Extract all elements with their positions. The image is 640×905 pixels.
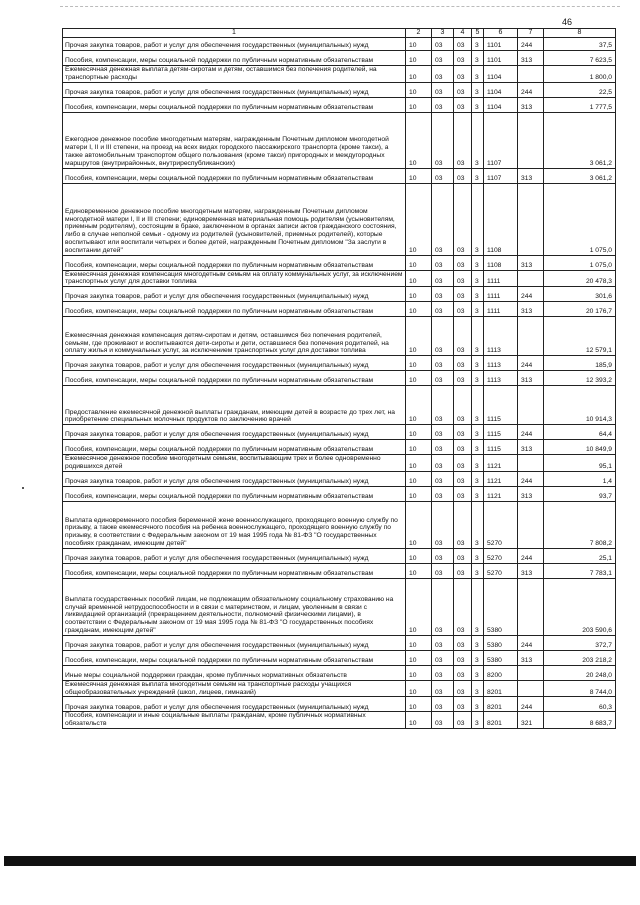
row-code-cell-c4: 03: [454, 455, 472, 472]
row-name-cell: Прочая закупка товаров, работ и услуг для обеспечения государственных (муниципальных) нужд: [63, 425, 406, 440]
row-code-cell-c4: 03: [454, 82, 472, 97]
row-name-cell: Пособия, компенсации, меры социальной поддержки по публичным нормативным обязательствам: [63, 440, 406, 455]
row-code-cell-c3: 03: [432, 270, 454, 287]
row-code-cell-c6: 5270: [484, 501, 518, 548]
row-name-cell: Ежегодное денежное пособие многодетным матерям, награжденным Почетным дипломом многодетной матери I, II и III степени, на проезд на всех видах городского пассажирского транспорта (кроме такси), а также автомобильным транспортом общего пользования (кроме такси) пригородных и междугородных маршрутов (внутрирайонных, внутриреспубликанских): [63, 112, 406, 168]
row-code-cell-c3: 03: [432, 255, 454, 270]
budget-table: [62, 28, 616, 729]
row-code-cell-c5: 3: [472, 665, 484, 680]
row-code-cell-c6: 1113: [484, 356, 518, 371]
row-code-cell-c8: 20 248,0: [544, 665, 616, 680]
row-code-cell-c2: 10: [406, 578, 432, 635]
row-code-cell-c5: 3: [472, 112, 484, 168]
table-row: [63, 287, 616, 302]
row-code-cell-c7: 244: [518, 548, 544, 563]
row-code-cell-c2: 10: [406, 455, 432, 472]
row-code-cell-c5: 3: [472, 697, 484, 712]
row-code-cell-c3: 03: [432, 548, 454, 563]
row-code-cell-c8: 3 061,2: [544, 168, 616, 183]
row-name-cell: Иные меры социальной поддержки граждан, кроме публичных нормативных обязательств: [63, 665, 406, 680]
row-code-cell-c6: 1115: [484, 440, 518, 455]
row-code-cell-c6: 5380: [484, 635, 518, 650]
row-name-cell: Пособия, компенсации, меры социальной поддержки по публичным нормативным обязательствам: [63, 51, 406, 66]
row-code-cell-c5: 3: [472, 650, 484, 665]
row-code-cell-c4: 03: [454, 635, 472, 650]
table-row: [63, 82, 616, 97]
row-code-cell-c8: 185,9: [544, 356, 616, 371]
row-code-cell-c3: 03: [432, 317, 454, 356]
row-code-cell-c5: 3: [472, 270, 484, 287]
row-code-cell-c4: 03: [454, 287, 472, 302]
table-row: [63, 455, 616, 472]
row-code-cell-c5: 3: [472, 486, 484, 501]
row-name-cell: Пособия, компенсации, меры социальной поддержки по публичным нормативным обязательствам: [63, 97, 406, 112]
table-row: [63, 712, 616, 729]
row-code-cell-c2: 10: [406, 255, 432, 270]
row-code-cell-c2: 10: [406, 112, 432, 168]
row-code-cell-c2: 10: [406, 51, 432, 66]
row-code-cell-c3: 03: [432, 440, 454, 455]
row-code-cell-c7: [518, 578, 544, 635]
row-code-cell-c4: 03: [454, 563, 472, 578]
row-code-cell-c6: 1113: [484, 371, 518, 386]
row-name-cell: Прочая закупка товаров, работ и услуг для обеспечения государственных (муниципальных) нужд: [63, 356, 406, 371]
row-name-cell: Пособия, компенсации, меры социальной поддержки по публичным нормативным обязательствам: [63, 486, 406, 501]
row-code-cell-c4: 03: [454, 386, 472, 425]
row-code-cell-c2: 10: [406, 440, 432, 455]
row-code-cell-c3: 03: [432, 665, 454, 680]
row-code-cell-c2: 10: [406, 665, 432, 680]
row-code-cell-c2: 10: [406, 97, 432, 112]
row-code-cell-c2: 10: [406, 471, 432, 486]
header-cell: 6: [484, 29, 518, 38]
row-code-cell-c7: [518, 317, 544, 356]
row-name-cell: Пособия, компенсации, меры социальной поддержки по публичным нормативным обязательствам: [63, 302, 406, 317]
row-code-cell-c7: 313: [518, 371, 544, 386]
row-code-cell-c6: 1104: [484, 82, 518, 97]
row-code-cell-c2: 10: [406, 563, 432, 578]
row-code-cell-c8: 7 783,1: [544, 563, 616, 578]
row-code-cell-c8: 20 176,7: [544, 302, 616, 317]
row-code-cell-c5: 3: [472, 425, 484, 440]
row-code-cell-c8: 3 061,2: [544, 112, 616, 168]
row-code-cell-c2: 10: [406, 66, 432, 83]
row-code-cell-c4: 03: [454, 317, 472, 356]
row-code-cell-c5: 3: [472, 563, 484, 578]
table-row: [63, 168, 616, 183]
row-name-cell: Прочая закупка товаров, работ и услуг для обеспечения государственных (муниципальных) нужд: [63, 471, 406, 486]
row-code-cell-c6: 1111: [484, 302, 518, 317]
row-code-cell-c4: 03: [454, 270, 472, 287]
row-code-cell-c3: 03: [432, 501, 454, 548]
row-code-cell-c7: 244: [518, 697, 544, 712]
row-code-cell-c7: 244: [518, 287, 544, 302]
table-row: [63, 501, 616, 548]
row-code-cell-c5: 3: [472, 712, 484, 729]
row-code-cell-c8: 93,7: [544, 486, 616, 501]
row-code-cell-c3: 03: [432, 635, 454, 650]
table-row: [63, 680, 616, 697]
row-code-cell-c6: 1108: [484, 255, 518, 270]
row-code-cell-c4: 03: [454, 38, 472, 51]
table-row: [63, 386, 616, 425]
row-code-cell-c5: 3: [472, 455, 484, 472]
table-row: [63, 302, 616, 317]
row-code-cell-c8: 12 393,2: [544, 371, 616, 386]
row-code-cell-c5: 3: [472, 635, 484, 650]
row-code-cell-c3: 03: [432, 287, 454, 302]
row-code-cell-c3: 03: [432, 486, 454, 501]
page-number: 46: [562, 17, 573, 27]
row-code-cell-c3: 03: [432, 650, 454, 665]
table-header-row: [63, 29, 616, 38]
row-code-cell-c4: 03: [454, 112, 472, 168]
table-row: [63, 38, 616, 51]
table-row: [63, 665, 616, 680]
row-name-cell: Выплата единовременного пособия беременной жене военнослужащего, проходящего военную службу по призыву, а также ежемесячного пособия на ребенка военнослужащего, проходящего военную службу по призыву, в соответствии с Федеральным законом от 19 мая 1995 года № 81-ФЗ "О государственных пособиях гражданам, имеющим детей": [63, 501, 406, 548]
row-code-cell-c2: 10: [406, 317, 432, 356]
row-code-cell-c6: 1111: [484, 270, 518, 287]
row-code-cell-c8: 301,6: [544, 287, 616, 302]
row-code-cell-c3: 03: [432, 712, 454, 729]
row-code-cell-c7: [518, 455, 544, 472]
row-code-cell-c3: 03: [432, 112, 454, 168]
row-code-cell-c6: 1121: [484, 486, 518, 501]
row-name-cell: Пособия, компенсации и иные социальные выплаты гражданам, кроме публичных нормативных обязательств: [63, 712, 406, 729]
row-code-cell-c8: 22,5: [544, 82, 616, 97]
row-code-cell-c8: 64,4: [544, 425, 616, 440]
table-body: [63, 38, 616, 729]
row-name-cell: Ежемесячная денежная выплата детям-сиротам и детям, оставшимся без попечения родителей, на транспортные расходы: [63, 66, 406, 83]
row-name-cell: Прочая закупка товаров, работ и услуг для обеспечения государственных (муниципальных) нужд: [63, 287, 406, 302]
row-code-cell-c8: 10 849,9: [544, 440, 616, 455]
row-name-cell: Выплата государственных пособий лицам, не подлежащим обязательному социальному страхованию на случай временной нетрудоспособности и в связи с материнством, и лицам, уволенным в связи с ликвидацией организаций (прекращением деятельности, полномочий физическими лицами), в соответствии с Федеральным законом от 19 мая 1995 года № 81-ФЗ "О государственных пособиях гражданам, имеющим детей": [63, 578, 406, 635]
row-code-cell-c7: 313: [518, 302, 544, 317]
row-code-cell-c2: 10: [406, 697, 432, 712]
table-row: [63, 697, 616, 712]
row-code-cell-c2: 10: [406, 425, 432, 440]
row-code-cell-c8: 7 808,2: [544, 501, 616, 548]
scan-bottom-bar: [4, 856, 636, 866]
row-code-cell-c4: 03: [454, 66, 472, 83]
row-code-cell-c7: [518, 112, 544, 168]
row-name-cell: Пособия, компенсации, меры социальной поддержки по публичным нормативным обязательствам: [63, 168, 406, 183]
row-code-cell-c2: 10: [406, 712, 432, 729]
table-row: [63, 578, 616, 635]
row-code-cell-c3: 03: [432, 302, 454, 317]
row-code-cell-c3: 03: [432, 386, 454, 425]
row-code-cell-c4: 03: [454, 168, 472, 183]
row-code-cell-c5: 3: [472, 255, 484, 270]
row-code-cell-c4: 03: [454, 51, 472, 66]
row-code-cell-c8: 1 075,0: [544, 183, 616, 255]
row-code-cell-c7: [518, 665, 544, 680]
row-code-cell-c7: [518, 183, 544, 255]
row-code-cell-c3: 03: [432, 425, 454, 440]
row-code-cell-c3: 03: [432, 578, 454, 635]
row-code-cell-c3: 03: [432, 97, 454, 112]
row-code-cell-c7: 313: [518, 563, 544, 578]
row-code-cell-c6: 1115: [484, 386, 518, 425]
row-code-cell-c7: 313: [518, 650, 544, 665]
row-name-cell: Пособия, компенсации, меры социальной поддержки по публичным нормативным обязательствам: [63, 255, 406, 270]
row-code-cell-c2: 10: [406, 38, 432, 51]
row-code-cell-c5: 3: [472, 82, 484, 97]
table-row: [63, 635, 616, 650]
row-code-cell-c6: 1107: [484, 112, 518, 168]
row-code-cell-c7: 244: [518, 38, 544, 51]
row-code-cell-c6: 1108: [484, 183, 518, 255]
row-code-cell-c2: 10: [406, 548, 432, 563]
table-row: [63, 317, 616, 356]
row-code-cell-c2: 10: [406, 501, 432, 548]
row-code-cell-c6: 1104: [484, 97, 518, 112]
row-code-cell-c3: 03: [432, 680, 454, 697]
row-code-cell-c5: 3: [472, 51, 484, 66]
header-cell: 4: [454, 29, 472, 38]
row-code-cell-c4: 03: [454, 183, 472, 255]
row-code-cell-c7: 244: [518, 82, 544, 97]
table-row: [63, 471, 616, 486]
row-code-cell-c3: 03: [432, 455, 454, 472]
row-code-cell-c2: 10: [406, 287, 432, 302]
row-name-cell: Прочая закупка товаров, работ и услуг для обеспечения государственных (муниципальных) нужд: [63, 635, 406, 650]
row-code-cell-c3: 03: [432, 38, 454, 51]
row-code-cell-c6: 1107: [484, 168, 518, 183]
row-code-cell-c8: 12 579,1: [544, 317, 616, 356]
row-code-cell-c4: 03: [454, 712, 472, 729]
row-code-cell-c7: [518, 680, 544, 697]
table-row: [63, 255, 616, 270]
row-code-cell-c8: 10 914,3: [544, 386, 616, 425]
table-row: [63, 563, 616, 578]
row-code-cell-c4: 03: [454, 425, 472, 440]
row-code-cell-c8: 25,1: [544, 548, 616, 563]
row-code-cell-c5: 3: [472, 440, 484, 455]
row-code-cell-c3: 03: [432, 697, 454, 712]
row-code-cell-c4: 03: [454, 665, 472, 680]
row-name-cell: Пособия, компенсации, меры социальной поддержки по публичным нормативным обязательствам: [63, 650, 406, 665]
row-code-cell-c5: 3: [472, 97, 484, 112]
row-code-cell-c6: 8200: [484, 665, 518, 680]
row-code-cell-c7: 244: [518, 356, 544, 371]
row-code-cell-c8: 1 777,5: [544, 97, 616, 112]
row-code-cell-c4: 03: [454, 356, 472, 371]
row-code-cell-c3: 03: [432, 563, 454, 578]
row-code-cell-c5: 3: [472, 548, 484, 563]
table-row: [63, 97, 616, 112]
row-code-cell-c5: 3: [472, 680, 484, 697]
row-code-cell-c6: 1104: [484, 66, 518, 83]
row-code-cell-c4: 03: [454, 650, 472, 665]
row-code-cell-c3: 03: [432, 471, 454, 486]
row-code-cell-c6: 1121: [484, 455, 518, 472]
table-row: [63, 112, 616, 168]
row-code-cell-c3: 03: [432, 168, 454, 183]
row-code-cell-c6: 1121: [484, 471, 518, 486]
row-code-cell-c5: 3: [472, 356, 484, 371]
row-code-cell-c4: 03: [454, 440, 472, 455]
row-code-cell-c5: 3: [472, 66, 484, 83]
row-code-cell-c4: 03: [454, 255, 472, 270]
row-code-cell-c4: 03: [454, 501, 472, 548]
header-cell: 7: [518, 29, 544, 38]
row-code-cell-c3: 03: [432, 356, 454, 371]
row-code-cell-c6: 1115: [484, 425, 518, 440]
row-name-cell: Ежемесячная денежная компенсация многодетным семьям на оплату коммунальных услуг, за исключением транспортных услуг для доставки топлива: [63, 270, 406, 287]
row-code-cell-c6: 8201: [484, 697, 518, 712]
row-code-cell-c7: 321: [518, 712, 544, 729]
row-code-cell-c2: 10: [406, 302, 432, 317]
row-code-cell-c7: 244: [518, 635, 544, 650]
row-code-cell-c5: 3: [472, 471, 484, 486]
row-code-cell-c5: 3: [472, 183, 484, 255]
table-row: [63, 548, 616, 563]
row-code-cell-c8: 8 683,7: [544, 712, 616, 729]
row-name-cell: Ежемесячное денежное пособие многодетным семьям, воспитывающим трех и более одновременно родившихся детей: [63, 455, 406, 472]
row-code-cell-c7: 313: [518, 440, 544, 455]
row-code-cell-c5: 3: [472, 317, 484, 356]
row-code-cell-c3: 03: [432, 183, 454, 255]
row-code-cell-c8: 37,5: [544, 38, 616, 51]
row-code-cell-c5: 3: [472, 501, 484, 548]
row-code-cell-c6: 5380: [484, 578, 518, 635]
table-row: [63, 66, 616, 83]
row-code-cell-c8: 8 744,0: [544, 680, 616, 697]
row-code-cell-c6: 8201: [484, 712, 518, 729]
row-code-cell-c4: 03: [454, 697, 472, 712]
row-code-cell-c5: 3: [472, 38, 484, 51]
row-code-cell-c4: 03: [454, 97, 472, 112]
row-name-cell: Прочая закупка товаров, работ и услуг для обеспечения государственных (муниципальных) нужд: [63, 82, 406, 97]
row-code-cell-c2: 10: [406, 270, 432, 287]
row-code-cell-c7: [518, 66, 544, 83]
header-cell: 3: [432, 29, 454, 38]
row-code-cell-c6: 5380: [484, 650, 518, 665]
header-cell: 5: [472, 29, 484, 38]
row-code-cell-c6: 8201: [484, 680, 518, 697]
scan-speck: [22, 487, 24, 489]
table-row: [63, 356, 616, 371]
row-code-cell-c8: 203 590,6: [544, 578, 616, 635]
row-code-cell-c7: 313: [518, 97, 544, 112]
row-code-cell-c2: 10: [406, 183, 432, 255]
row-code-cell-c4: 03: [454, 471, 472, 486]
table-row: [63, 183, 616, 255]
row-code-cell-c6: 5270: [484, 548, 518, 563]
row-code-cell-c3: 03: [432, 66, 454, 83]
table-row: [63, 51, 616, 66]
row-code-cell-c7: 313: [518, 486, 544, 501]
row-code-cell-c2: 10: [406, 486, 432, 501]
row-code-cell-c3: 03: [432, 82, 454, 97]
row-code-cell-c6: 1111: [484, 287, 518, 302]
row-code-cell-c5: 3: [472, 168, 484, 183]
row-code-cell-c7: [518, 501, 544, 548]
row-code-cell-c7: 313: [518, 168, 544, 183]
table-row: [63, 371, 616, 386]
row-code-cell-c3: 03: [432, 51, 454, 66]
scan-top-edge: [60, 6, 620, 7]
header-cell: 8: [544, 29, 616, 38]
row-code-cell-c6: 1101: [484, 38, 518, 51]
row-code-cell-c5: 3: [472, 287, 484, 302]
row-code-cell-c4: 03: [454, 548, 472, 563]
row-code-cell-c8: 372,7: [544, 635, 616, 650]
row-code-cell-c8: 60,3: [544, 697, 616, 712]
row-code-cell-c4: 03: [454, 371, 472, 386]
row-code-cell-c4: 03: [454, 578, 472, 635]
row-name-cell: Прочая закупка товаров, работ и услуг для обеспечения государственных (муниципальных) нужд: [63, 38, 406, 51]
row-code-cell-c2: 10: [406, 680, 432, 697]
row-name-cell: Ежемесячная денежная выплата многодетным семьям на транспортные расходы учащихся общеобразовательных учреждений (школ, лицеев, гимназий): [63, 680, 406, 697]
table-row: [63, 650, 616, 665]
header-cell: 2: [406, 29, 432, 38]
row-code-cell-c2: 10: [406, 650, 432, 665]
row-code-cell-c4: 03: [454, 680, 472, 697]
row-code-cell-c8: 1,4: [544, 471, 616, 486]
row-code-cell-c2: 10: [406, 356, 432, 371]
row-code-cell-c2: 10: [406, 168, 432, 183]
row-code-cell-c5: 3: [472, 386, 484, 425]
table-row: [63, 440, 616, 455]
row-name-cell: Прочая закупка товаров, работ и услуг для обеспечения государственных (муниципальных) нужд: [63, 697, 406, 712]
table-row: [63, 486, 616, 501]
row-code-cell-c4: 03: [454, 486, 472, 501]
row-code-cell-c2: 10: [406, 386, 432, 425]
row-name-cell: Единовременное денежное пособие многодетным матерям, награжденным Почетным дипломом многодетной матери I, II и III степени; единовременная материальная помощь родителям (усыновителям, приемным родителям), состоящим в браке, заключенном в органах записи актов гражданского состояния, либо в случае неполной семьи - одному из родителей (усыновителей, приемных родителей), которые воспитывают или воспитали четырех и более детей, награжденным Почетным дипломом "За заслуги в воспитании детей": [63, 183, 406, 255]
row-code-cell-c5: 3: [472, 578, 484, 635]
header-cell: 1: [63, 29, 406, 38]
row-code-cell-c6: 5270: [484, 563, 518, 578]
row-code-cell-c8: 95,1: [544, 455, 616, 472]
table-row: [63, 270, 616, 287]
row-name-cell: Ежемесячная денежная компенсация детям-сиротам и детям, оставшимся без попечения родителей, семьям, где проживают и воспитываются дети-сироты и дети, оставшиеся без попечения родителей, на оплату жилья и коммунальных услуг, за исключением транспортных услуг для доставки топлива: [63, 317, 406, 356]
row-code-cell-c7: 244: [518, 471, 544, 486]
row-code-cell-c6: 1113: [484, 317, 518, 356]
row-code-cell-c7: [518, 270, 544, 287]
row-code-cell-c5: 3: [472, 302, 484, 317]
row-code-cell-c2: 10: [406, 635, 432, 650]
row-code-cell-c2: 10: [406, 82, 432, 97]
row-name-cell: Прочая закупка товаров, работ и услуг для обеспечения государственных (муниципальных) нужд: [63, 548, 406, 563]
row-code-cell-c8: 7 623,5: [544, 51, 616, 66]
table-row: [63, 425, 616, 440]
row-name-cell: Пособия, компенсации, меры социальной поддержки по публичным нормативным обязательствам: [63, 563, 406, 578]
row-name-cell: Пособия, компенсации, меры социальной поддержки по публичным нормативным обязательствам: [63, 371, 406, 386]
row-code-cell-c8: 1 800,0: [544, 66, 616, 83]
row-code-cell-c8: 203 218,2: [544, 650, 616, 665]
row-code-cell-c7: 313: [518, 51, 544, 66]
row-code-cell-c3: 03: [432, 371, 454, 386]
row-code-cell-c7: [518, 386, 544, 425]
row-code-cell-c7: 244: [518, 425, 544, 440]
row-code-cell-c2: 10: [406, 371, 432, 386]
row-code-cell-c4: 03: [454, 302, 472, 317]
row-code-cell-c6: 1101: [484, 51, 518, 66]
row-code-cell-c5: 3: [472, 371, 484, 386]
row-code-cell-c8: 1 075,0: [544, 255, 616, 270]
row-code-cell-c8: 20 478,3: [544, 270, 616, 287]
row-code-cell-c7: 313: [518, 255, 544, 270]
row-name-cell: Предоставление ежемесячной денежной выплаты гражданам, имеющим детей в возрасте до трех лет, на приобретение специальных молочных продуктов по заключению врачей: [63, 386, 406, 425]
